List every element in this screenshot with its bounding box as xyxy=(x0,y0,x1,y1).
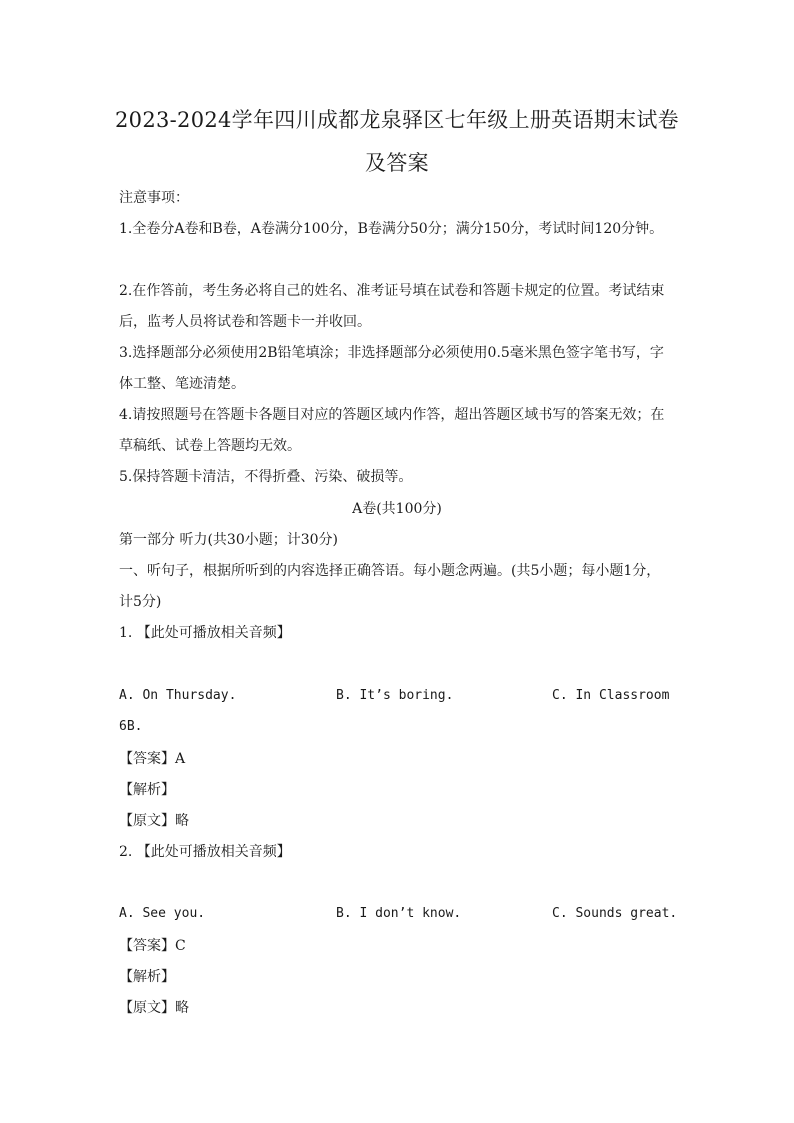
note-2-line-1: 2.在作答前，考生务必将自己的姓名、准考证号填在试卷和答题卡规定的位置。考试结束 xyxy=(119,283,665,299)
note-1: 1.全卷分A卷和B卷，A卷满分100分，B卷满分50分；满分150分，考试时间120分钟。 xyxy=(119,221,664,237)
question-1-option-a: A. On Thursday. xyxy=(119,688,237,703)
note-3-line-2: 体工整、笔迹清楚。 xyxy=(119,376,245,392)
question-1-option-c-continued: 6B. xyxy=(119,719,143,734)
question-2-original: 【原文】略 xyxy=(119,1000,189,1016)
part-1-heading: 第一部分 听力(共30小题；计30分) xyxy=(119,532,339,548)
question-2-option-c: C. Sounds great. xyxy=(552,906,678,921)
notes-heading: 注意事项： xyxy=(119,190,189,206)
question-1-analysis: 【解析】 xyxy=(119,782,175,798)
note-3-line-1: 3.选择题部分必须使用2B铅笔填涂；非选择题部分必须使用0.5毫米黑色签字笔书写，字 xyxy=(119,345,664,361)
instructions-line-1: 一、听句子，根据所听到的内容选择正确答语。每小题念两遍。(共5小题；每小题1分， xyxy=(119,563,661,579)
note-4-line-2: 草稿纸、试卷上答题均无效。 xyxy=(119,438,301,454)
question-1-label: 1. 【此处可播放相关音频】 xyxy=(119,625,291,641)
question-1-option-b: B. It’s boring. xyxy=(336,688,454,703)
question-2-answer: 【答案】C xyxy=(119,938,186,954)
question-2-label: 2. 【此处可播放相关音频】 xyxy=(119,844,291,860)
page-title-line-2: 及答案 xyxy=(365,151,429,175)
paper-a-heading: A卷(共100分) xyxy=(352,501,442,517)
question-2-analysis: 【解析】 xyxy=(119,969,175,985)
question-2-option-a: A. See you. xyxy=(119,906,206,921)
question-1-option-c: C. In Classroom xyxy=(552,688,670,703)
instructions-line-2: 计5分) xyxy=(119,594,162,610)
question-1-original: 【原文】略 xyxy=(119,813,189,829)
question-1-answer: 【答案】A xyxy=(119,751,186,767)
note-4-line-1: 4.请按照题号在答题卡各题目对应的答题区域内作答，超出答题区域书写的答案无效；在 xyxy=(119,407,665,423)
note-2-line-2: 后，监考人员将试卷和答题卡一并收回。 xyxy=(119,314,371,330)
note-5: 5.保持答题卡清洁，不得折叠、污染、破损等。 xyxy=(119,469,413,485)
page-title-line-1: 2023-2024学年四川成都龙泉驿区七年级上册英语期末试卷 xyxy=(115,108,679,132)
question-2-option-b: B. I don’t know. xyxy=(336,906,462,921)
